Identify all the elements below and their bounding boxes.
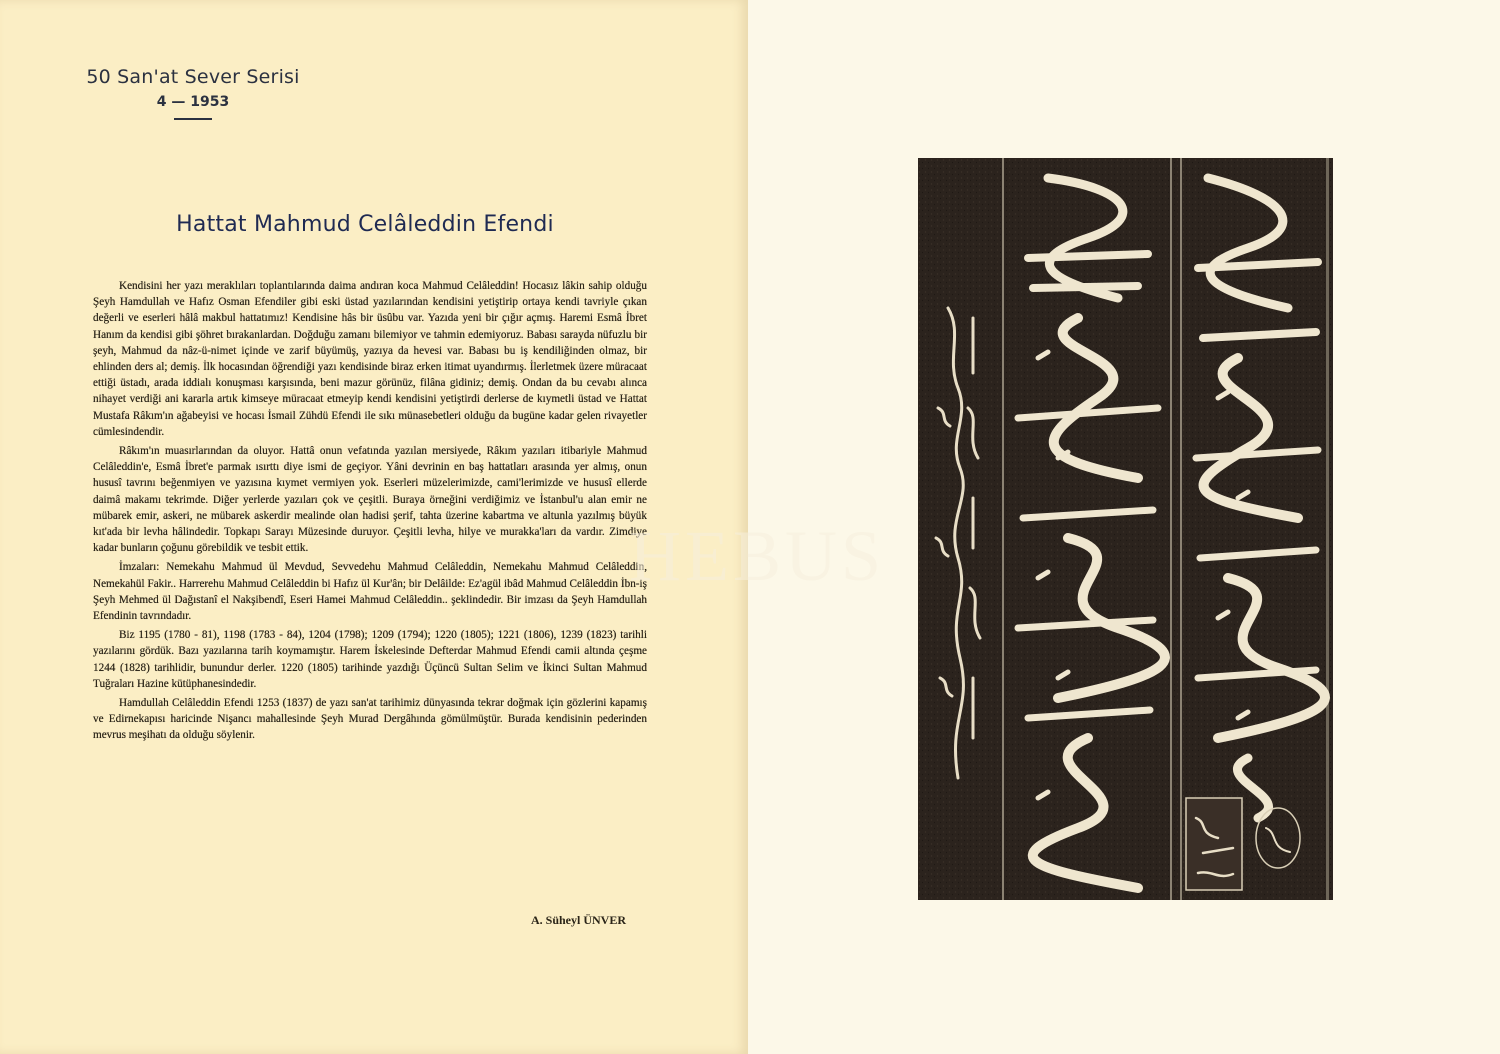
divider-left [1002, 158, 1004, 900]
border-right [1326, 158, 1329, 900]
calligraphy-plate [918, 158, 1333, 900]
watermark: HEBUS [628, 516, 886, 596]
paragraph: İmzaları: Nemekahu Mahmud ül Mevdud, Sevvedehu Mahmud Celâleddin, Nemekahu Mahmud Celâleddin, Nemekahül Fakir.. Harrerehu Mahmud Celâleddin bi Hafız ül Kur'ân; bir Delâilde: Ez'agül ibâd Mahmud Celâleddin İbn-iş Şeyh Mehmed ül Dağıstanî el Nakşibendî, Eseri Hamei Mahmud Celâleddin.. şeklindedir. Bir imzası da Şeyh Hamdullah Efendinin tavrındadır. [93, 561, 647, 623]
series-name: 50 San'at Sever Serisi [86, 66, 300, 88]
series-number: 4 — 1953 [156, 94, 230, 110]
article-author: A. Süheyl ÜNVER [530, 913, 626, 927]
paragraph: Biz 1195 (1780 - 81), 1198 (1783 - 84), 1204 (1798); 1209 (1794); 1220 (1805); 1221 (1806), 1239 (1823) tarihli yazılarını gördük. Bazı yazılarına tarih koymamıştır. Harem İskelesinde Defterdar Mahmud Efendi camii altında çeşme 1244 (1828) tarihlidir, bunundur derler. 1220 (1805) tarihinde yazdığı Üçüncü Sultan Selim ve İkinci Sultan Mahmud Tuğraları Hazine kütüphanesindedir. [93, 629, 647, 690]
paragraph: Hamdullah Celâleddin Efendi 1253 (1837) de yazı san'at tarihimiz dünyasında tekrar doğmak için gözlerini kapamış ve Edirnekapısı haricinde Nişancı mahallesinde Şeyh Murad Dergâhında gömülmüştür. Burada kendisinin pederinden mevrus meşihatı da olduğu söylenir. [93, 697, 647, 742]
series-rule [174, 118, 212, 120]
article-body [93, 278, 647, 747]
series-header [82, 66, 304, 120]
divider-mid [1170, 158, 1172, 900]
divider-right [1180, 158, 1182, 900]
article-title: Hattat Mahmud Celâleddin Efendi [176, 212, 554, 237]
paragraph: Kendisini her yazı meraklıları toplantılarında daima andıran koca Mahmud Celâleddin! Hocasız lâkin sahip olduğu Şeyh Hamdullah ve Hafız Osman Efendiler gibi eski üstad yazılarından kendisini yetiştirip ortaya kendi tavriyle çıkan değerli ve eserleri hâlâ makbul hattatımız! Kendisine hâs bir üsûbu var. Yazıda yeni bir çığır açmış. Haremi Esmâ İbret Hanım da kendisi gibi şöhret bırakanlardan. Doğduğu zamanı bilemiyor ve tahmin edemiyoruz. Babası sarayda nüfuzlu bir şeyh, Mahmud da nâz-ü-nimet içinde ve zarif büyümüş, yazıya da hevesi var. Babası bu iş kendiliğinden olmaz, bir ehlinden ders al; demiş. İlk hocasından öğrendiği yazı kendisinde biraz erken itimat uyandırmış. İlerletmek üzere müracaat ettiği üstadı, arada iddialı konuşması karşısında, beni mazur görünüz, filâna gidiniz; demiş. Ondan da bu cevabı alınca nihayet verdiği ani kararla artık kimseye müracaat etmeyip kendi kendisini yetiştirdi derlerse de kıymetli üstad ve Hattat Mustafa Râkım'ın ağabeyisi ve hocası İsmail Zühdü Efendi ile sıkı münasebetleri olduğu da bugüne kadar gelen rivayetler cümlesindendir. [93, 280, 647, 438]
calligraphy-panel [918, 158, 1333, 900]
plate-ground [918, 158, 1333, 900]
left-page [0, 0, 748, 1054]
paragraph: Râkım'ın muasırlarından da oluyor. Hattâ onun vefatında yazılan mersiyede, Râkım yazıları itibariyle Mahmud Celâleddin'e, Esmâ İbret'e parmak ısırttı diye ismi de geçiyor. Yâni devrinin en baş hattatları arasında yer almış, onun hususî tavrını beğenmiyen ve yazısına kıymet vermiyen yok. Eserleri müzelerimizde, cami'lerimizde ve hususî ellerde daimâ makamı tekrimde. Diğer yerlerde yazıları çok ve çeşitli. Buraya örneğini verdiğimiz ve İstanbul'u alan emir ne mübarek emir, askeri, ne mübarek askerdir mealinde olan hadisi şerif, tahta üzerine kabartma ve altunla yazılmış büyük kıt'ada bir levha hâlindedir. Topkapı Sarayı Müzesinde duruyor. Çeşitli levha, hilye ve murakka'ları da vardır. Zimdiye kadar bunların çoğunu görebildik ve tesbit ettik. [93, 445, 647, 555]
